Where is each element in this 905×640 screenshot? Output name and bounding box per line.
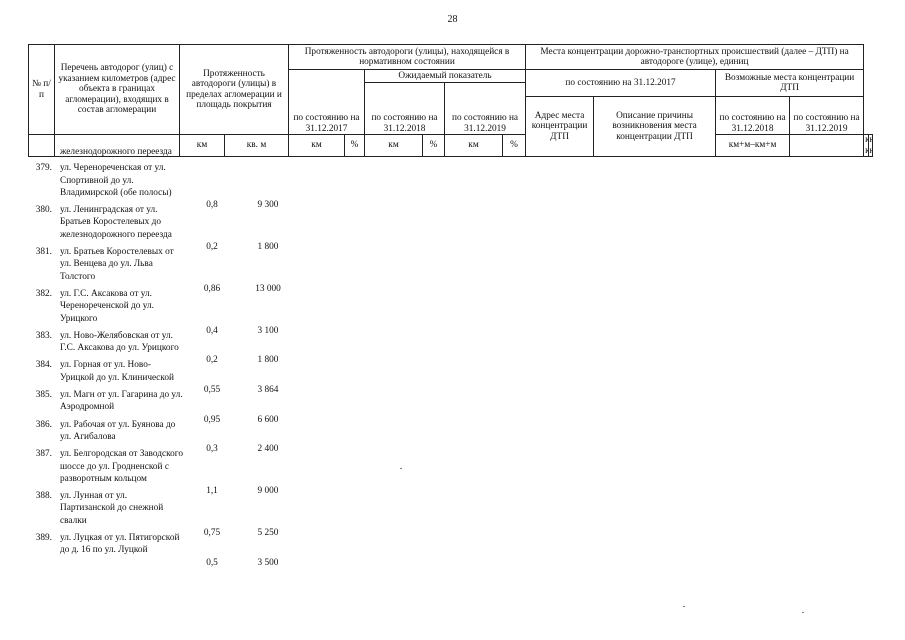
road-area: 6 600 [257, 414, 279, 425]
unit-sqm: кв. м [225, 135, 289, 157]
road-area: 9 000 [257, 486, 279, 497]
road-length: 0,75 [203, 528, 221, 539]
row-number: 380. [35, 205, 52, 216]
unit-km: км [445, 135, 503, 157]
road-name: ул. Лунная от ул. Партизанской до снежной свалки [60, 491, 164, 526]
col-normative-header: Протяженность автодороги (улицы), находящейся в нормативном состоянии [289, 45, 526, 70]
unit-kmm [864, 135, 868, 157]
row-number: 384. [35, 360, 52, 371]
col-length-header: Протяженность автодороги (улицы) в пределах агломерации и площадь покрытия [180, 45, 289, 135]
table-row [28, 532, 308, 568]
unit-kmm [868, 135, 872, 157]
road-name: ул. Братьев Коростелевых от ул. Венцева до ул. Льва Толстого [60, 247, 174, 282]
road-area: 9 300 [257, 200, 279, 211]
col-address-header: Адрес места концентрации ДТП [526, 97, 594, 157]
road-length: 0,86 [203, 283, 221, 294]
road-length: 0,2 [206, 355, 218, 366]
road-area: 5 250 [257, 528, 279, 539]
scan-speck [683, 606, 685, 607]
road-area: 1 800 [257, 242, 279, 253]
road-area: 1 800 [257, 355, 279, 366]
col-reason-header: Описание причины возникновения места концентрации ДТП [594, 97, 716, 157]
scan-speck [802, 612, 804, 613]
unit-kmm: км+м–км+м [716, 135, 790, 157]
road-name: ул. Магн от ул. Гагарина до ул. Аэродромной [60, 390, 183, 413]
unit-km: км [180, 135, 225, 157]
row-number: 385. [35, 390, 52, 401]
row-number: 387. [35, 449, 52, 460]
col-number-header: № п/п [29, 45, 55, 135]
road-name: ул. Луцкая от ул. Пятигорской до д. 16 по ул. Луцкой [60, 533, 180, 556]
table-header [28, 44, 873, 157]
road-area: 3 864 [257, 385, 279, 396]
row-number: 379. [35, 163, 52, 174]
col-2017-header: по состоянию на 31.12.2017 [289, 70, 365, 135]
row-number: 386. [35, 419, 52, 430]
col-possible-header: Возможные места концентрации ДТП [716, 70, 864, 97]
unit-km: км [289, 135, 345, 157]
road-name: ул. Горная от ул. Ново-Урицкой до ул. Клиничеcкой [60, 360, 174, 383]
col-expected-header: Ожидаемый показатель [365, 70, 526, 83]
row-number: 389. [35, 533, 52, 544]
road-length: 0,5 [206, 557, 218, 568]
road-length: 0,3 [206, 444, 218, 455]
scan-speck [400, 468, 402, 469]
road-length: 0,95 [203, 414, 221, 425]
row-number: 382. [35, 288, 52, 299]
road-name: ул. Ново-Желябовская от ул. Г.С. Аксакова до ул. Урицкого [60, 330, 179, 354]
table-body [28, 146, 308, 568]
road-area: 3 500 [257, 557, 279, 568]
road-length: 0,4 [206, 325, 218, 336]
page-number: 28 [447, 14, 458, 25]
col-dtp-header: Места концентрации дорожно-транспортных происшествий (далее – ДТП) на автодороге (улице), единиц [526, 45, 864, 70]
unit-pct: % [423, 135, 445, 157]
road-length: 0,8 [206, 200, 218, 211]
road-name: ул. Череноречeнская от ул. Спортивной до ул. Владимирской (обе полосы) [60, 163, 172, 198]
road-name: ул. Рабочая от ул. Буянова до ул. Агибалова [60, 419, 176, 442]
row-number: 388. [35, 491, 52, 502]
col-dtp-2017-header: по состоянию на 31.12.2017 [526, 70, 716, 97]
road-name: ул. Г.С. Аксакова от ул. Череноречeнской до ул. Урицкого [60, 288, 154, 324]
col-possible-2018-header: по состоянию на 31.12.2018 [716, 97, 790, 135]
road-area: 13 000 [255, 283, 281, 294]
unit-km: км [365, 135, 423, 157]
unit-pct: % [345, 135, 365, 157]
row-number: 383. [35, 330, 52, 341]
road-area: 3 100 [257, 325, 279, 336]
road-length: 1,1 [206, 486, 218, 497]
row-number: 381. [35, 247, 52, 258]
carryover-text [28, 146, 308, 158]
road-area: 2 400 [257, 444, 279, 455]
road-name: железнодорожного переезда [60, 147, 172, 157]
road-name: ул. Ленинградская от ул. Братьев Коростелевых до железнодорожного переезда [60, 205, 172, 240]
unit-pct: % [503, 135, 526, 157]
road-length: 0,55 [203, 385, 221, 396]
col-2018-header: по состоянию на 31.12.2018 [365, 83, 445, 135]
col-possible-2019-header: по состоянию на 31.12.2019 [790, 97, 864, 135]
road-length: 0,2 [206, 242, 218, 253]
road-name: ул. Белгородская от Заводского шоссе до ул. Гродненской с разворотным кольцом [60, 449, 184, 484]
col-2019-header: по состоянию на 31.12.2019 [445, 83, 526, 135]
col-roads-header: Перечень автодорог (улиц) с указанием километров (адрес объекта в границах агломерации), входящих в состав агломерации [55, 45, 180, 135]
